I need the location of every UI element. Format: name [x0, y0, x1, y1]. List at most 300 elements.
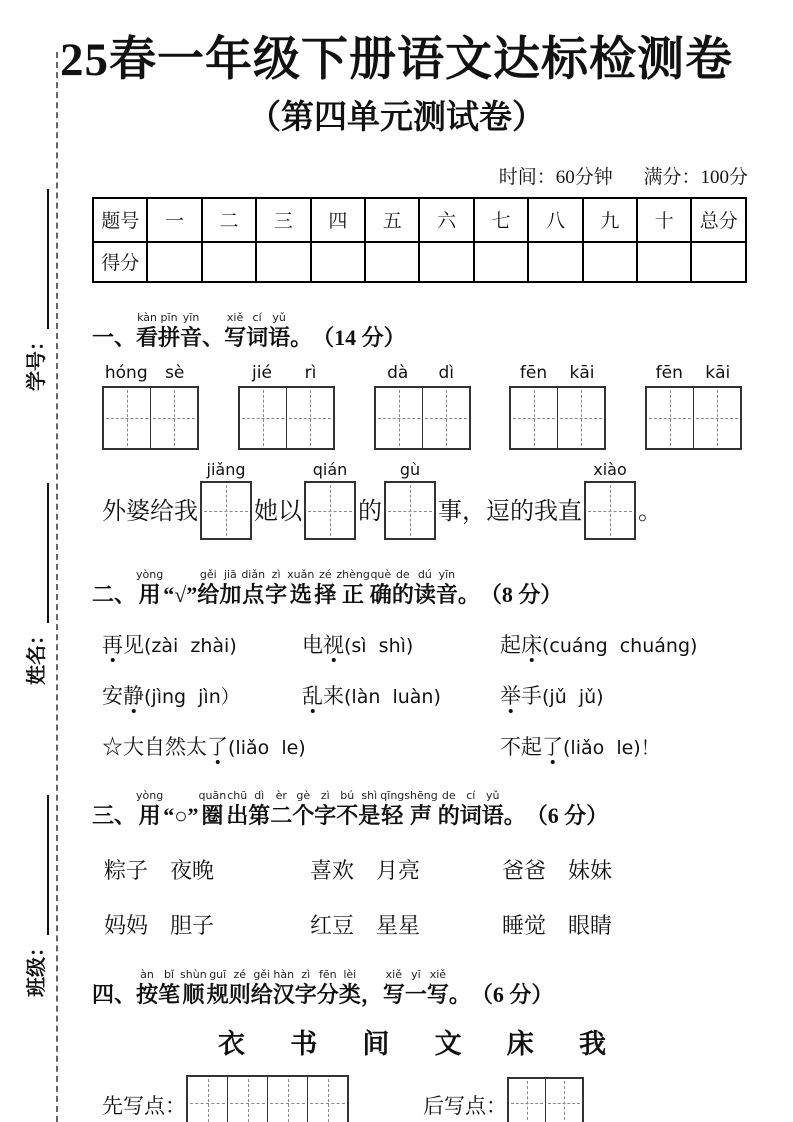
ruby-char: [287, 568, 314, 608]
pinyin-annotation: yǔ: [272, 310, 286, 324]
section-number: 二、: [92, 582, 137, 608]
last-dot-grid: [507, 1077, 584, 1122]
score-cell: [202, 242, 256, 282]
classify-char: 文: [434, 1029, 462, 1060]
heading-char: 二: [270, 803, 293, 829]
heading-char: 圈: [201, 803, 224, 829]
heading-char: 确: [369, 582, 392, 608]
pinyin-syllable: fēn: [655, 363, 683, 384]
pinyin-annotation: bǐ: [164, 967, 175, 981]
tianzige-cell: [511, 388, 557, 448]
ruby-char: [246, 311, 268, 351]
pinyin-annotation: guī: [209, 967, 227, 981]
option-word: ☆大自然太: [102, 735, 207, 760]
ruby-char: [290, 311, 312, 351]
pinyin-annotation: xiě: [226, 310, 244, 324]
pinyin-annotation: shì: [361, 789, 378, 803]
heading-char: 笔: [158, 981, 181, 1007]
pinyin-annotation: bú: [340, 789, 355, 803]
section-number: 一、: [92, 324, 137, 350]
pinyin-label: [509, 363, 606, 383]
last-dot-label: 后写点：: [423, 1093, 507, 1118]
option-word: 起: [500, 633, 521, 658]
tianzige-grid: [507, 1077, 584, 1122]
blank-line: [25, 483, 49, 623]
heading-char: 不: [336, 803, 359, 829]
pinyin-annotation: yī: [411, 967, 421, 981]
ruby-char: [380, 789, 404, 829]
ruby-char: [358, 789, 380, 829]
heading-char: 则: [228, 981, 251, 1007]
classify-char: 书: [290, 1029, 318, 1060]
heading-char: 语: [268, 324, 291, 350]
first-dot-label: 先写点：: [102, 1093, 186, 1118]
score-table-header-cell: 九: [583, 198, 637, 242]
student-no-label: 学号：: [26, 331, 48, 391]
section-score: （14 分）: [312, 324, 406, 350]
pinyin-annotation: yòng: [136, 568, 164, 582]
classify-char: 床: [506, 1029, 534, 1060]
option-word: 安: [102, 684, 123, 709]
dotted-char: 了: [542, 735, 563, 760]
tianzige-cell: [557, 388, 604, 448]
pinyin-label: [645, 363, 742, 383]
pinyin-annotation: de: [395, 568, 410, 582]
pinyin-label: jiǎng: [206, 460, 246, 480]
heading-char: 一: [404, 981, 427, 1007]
word-pair-row: [92, 854, 748, 885]
section-1-heading: [92, 311, 748, 351]
heading-char: 是: [358, 803, 381, 829]
tianzige-grid: [102, 386, 199, 450]
pinyin-syllable: dì: [438, 363, 454, 384]
section-4-heading: [92, 968, 748, 1008]
reading-option: [500, 629, 748, 659]
heading-char: 字: [265, 582, 288, 608]
section-1-sentence: [92, 460, 748, 540]
heading-char: 字: [294, 981, 317, 1007]
pinyin-annotation: de: [441, 789, 456, 803]
score-cell: [256, 242, 310, 282]
heading-char: 词: [246, 324, 269, 350]
pronunciation-options: (liǎo le)！: [563, 737, 660, 760]
pinyin-annotation: zì: [271, 568, 281, 582]
ruby-char: [314, 789, 336, 829]
ruby-char: [414, 568, 436, 608]
heading-char: 按: [136, 981, 159, 1007]
name-label: 姓名：: [26, 625, 48, 685]
word-pair-row: [92, 909, 748, 940]
ruby-char: [361, 968, 383, 1008]
pinyin-annotation: hàn: [273, 967, 295, 981]
ruby-char: [136, 311, 158, 351]
pinyin-annotation: chū: [227, 789, 248, 803]
heading-char: 声: [410, 803, 433, 829]
ruby-char: [136, 789, 163, 829]
ruby-char: [460, 789, 482, 829]
pinyin-annotation: jiā: [223, 568, 237, 582]
dotted-char: 了: [207, 735, 228, 760]
reading-option-row: [92, 629, 748, 659]
section-score: （6 分）: [525, 803, 609, 829]
score-table-header-cell: 四: [311, 198, 365, 242]
reading-option: [500, 731, 748, 761]
pinyin-annotation: diǎn: [241, 568, 266, 582]
ruby-char: [268, 311, 290, 351]
heading-char: 用: [138, 582, 161, 608]
reading-option-row: [92, 680, 748, 710]
pinyin-annotation: gěi: [199, 568, 217, 582]
pinyin-syllable: rì: [304, 363, 317, 384]
page-title: 25春一年级下册语文达标检测卷: [60, 34, 733, 86]
score-table-header-cell: 七: [474, 198, 528, 242]
paper-content: [92, 162, 748, 1122]
pinyin-annotation: qīng: [380, 789, 405, 803]
class-label: 班级：: [26, 937, 48, 997]
tianzige-grid: [304, 481, 356, 540]
meta-line: [92, 162, 748, 189]
ruby-char: [504, 789, 526, 829]
ruby-char: [436, 568, 458, 608]
pinyin-annotation: gěi: [253, 967, 271, 981]
pinyin-syllable: fēn: [519, 363, 548, 384]
pinyin-annotation: cí: [252, 310, 262, 324]
pinyin-label: qián: [312, 460, 348, 480]
classify-char: 间: [362, 1029, 390, 1060]
heading-char: 。: [503, 803, 526, 829]
tianzige-cell: [422, 388, 469, 448]
pinyin-label: [102, 363, 199, 383]
tianzige-cell: [267, 1077, 307, 1122]
ruby-char: [226, 789, 248, 829]
tianzige-cell: [586, 483, 634, 538]
heading-char: 点: [242, 582, 265, 608]
pinyin-annotation: yīn: [438, 568, 456, 582]
pinyin-annotation: zì: [301, 967, 311, 981]
first-dot-grid: [186, 1075, 349, 1122]
ruby-char: [449, 968, 471, 1008]
heading-char: 。: [448, 981, 471, 1007]
pinyin-syllable: sè: [165, 363, 185, 384]
tianzige-cell: [307, 1077, 347, 1122]
ruby-char: [317, 968, 339, 1008]
pinyin-annotation: èr: [275, 789, 287, 803]
reading-option: [102, 731, 500, 761]
heading-char: 。: [457, 582, 480, 608]
heading-char: 类: [338, 981, 361, 1007]
section-score: （6 分）: [470, 981, 554, 1007]
heading-char: 分: [316, 981, 339, 1007]
tianzige-cell: [693, 388, 740, 448]
score-table-header-cell: 六: [419, 198, 473, 242]
pronunciation-options: (liǎo le): [228, 737, 306, 760]
answer-box-group: [384, 460, 436, 540]
ruby-char: [427, 968, 449, 1008]
pinyin-word-grid: [238, 363, 335, 450]
heading-char: 看: [136, 324, 159, 350]
reading-option: [500, 680, 748, 710]
ruby-char: [370, 568, 392, 608]
heading-char: 顺: [182, 981, 205, 1007]
word-pair: 红豆 星星: [310, 912, 421, 938]
sidebar-student-no: [21, 155, 49, 425]
sentence-text: 外婆给我: [102, 499, 198, 526]
tianzige-cell: [545, 1079, 582, 1122]
ruby-char: [265, 568, 287, 608]
pronunciation-options: (cuáng chuáng): [542, 635, 698, 658]
score-cell: [474, 242, 528, 282]
ruby-char: [314, 568, 336, 608]
tianzige-grid: [374, 386, 471, 450]
word-pair: 妈妈 胆子: [104, 912, 215, 938]
heading-char: 、: [202, 324, 225, 350]
heading-char: 第: [248, 803, 271, 829]
heading-char: 规: [206, 981, 229, 1007]
pronunciation-options: (làn luàn): [344, 686, 441, 709]
pinyin-label: [374, 363, 471, 383]
score-cell: [419, 242, 473, 282]
cut-line: [56, 52, 58, 1122]
ruby-char: [482, 789, 504, 829]
ruby-char: [180, 311, 202, 351]
tianzige-cell: [306, 483, 354, 538]
pinyin-annotation: què: [370, 568, 392, 582]
word-pair: 粽子 夜晚: [104, 857, 215, 883]
pinyin-annotation: shùn: [180, 967, 207, 981]
reading-option: [102, 680, 302, 710]
pinyin-syllable: dà: [387, 363, 409, 384]
heading-char: 字: [314, 803, 337, 829]
pinyin-annotation: zì: [320, 789, 330, 803]
section-4-answer-grids: [92, 1075, 748, 1122]
option-word: 手: [521, 684, 542, 709]
heading-char: 给: [197, 582, 220, 608]
ruby-char: [458, 568, 480, 608]
heading-char: ，: [360, 981, 383, 1007]
tianzige-cell: [150, 388, 197, 448]
score-table-header-cell: 题号: [93, 198, 147, 242]
pronunciation-options: (sì shì): [344, 635, 414, 658]
option-word: 不起: [500, 735, 542, 760]
sentence-text: 的: [358, 499, 382, 526]
pinyin-annotation: cí: [466, 789, 476, 803]
section-number: 三、: [92, 803, 137, 829]
sidebar-name: [21, 459, 49, 709]
heading-char: 写: [426, 981, 449, 1007]
ruby-char: [158, 968, 180, 1008]
section-2-heading: [92, 568, 748, 608]
tianzige-grid: [186, 1075, 349, 1122]
score-table-score-row: [93, 242, 746, 282]
ruby-char: [224, 311, 246, 351]
ruby-char: [438, 789, 460, 829]
ruby-char: [405, 968, 427, 1008]
heading-char: 音: [180, 324, 203, 350]
tianzige-grid: [645, 386, 742, 450]
ruby-char: [229, 968, 251, 1008]
heading-char: “√”: [163, 582, 198, 608]
heading-char: 的: [437, 803, 460, 829]
score-cell: [365, 242, 419, 282]
pinyin-annotation: xuǎn: [287, 568, 315, 582]
heading-char: 正: [342, 582, 365, 608]
pinyin-syllable: kāi: [705, 363, 731, 384]
score-table-header-cell: 总分: [691, 198, 746, 242]
option-word: 来: [323, 684, 344, 709]
answer-box-group: [304, 460, 356, 540]
blank-line: [25, 189, 49, 329]
dotted-char: 视: [323, 633, 344, 658]
pinyin-label: xiào: [593, 460, 627, 480]
ruby-char: [339, 968, 361, 1008]
pinyin-label: gù: [399, 460, 421, 480]
sentence-text: 她以: [254, 499, 302, 526]
classify-char: 衣: [218, 1029, 245, 1060]
ruby-char: [251, 968, 273, 1008]
ruby-char: [136, 568, 163, 608]
pinyin-annotation: dú: [417, 568, 432, 582]
pinyin-word-grid: [509, 363, 606, 450]
tianzige-grid: [584, 481, 636, 540]
score-table-header-row: [93, 198, 746, 242]
ruby-char: [163, 568, 197, 608]
pinyin-annotation: zé: [233, 967, 246, 981]
dotted-char: 床: [521, 633, 542, 658]
word-pair: 睡觉 眼睛: [502, 912, 613, 938]
heading-char: 拼: [158, 324, 181, 350]
score-cell: [637, 242, 691, 282]
score-table-header-cell: 五: [365, 198, 419, 242]
ruby-char: [219, 568, 241, 608]
section-3-heading: [92, 789, 748, 829]
pinyin-annotation: zhèng: [336, 568, 370, 582]
section-1-word-grids: [92, 363, 748, 450]
ruby-char: [292, 789, 314, 829]
score-row-label: 得分: [93, 242, 147, 282]
heading-char: 用: [138, 803, 161, 829]
score-table-header-cell: 二: [202, 198, 256, 242]
heading-char: 汉: [272, 981, 295, 1007]
tianzige-cell: [647, 388, 693, 448]
heading-char: 的: [391, 582, 414, 608]
section-2-items: [92, 629, 748, 761]
heading-char: 语: [481, 803, 504, 829]
ruby-char: [248, 789, 270, 829]
pinyin-annotation: yīn: [182, 310, 200, 324]
ruby-char: [383, 968, 405, 1008]
tianzige-cell: [202, 483, 250, 538]
section-score: （8 分）: [479, 582, 563, 608]
answer-box-group: [200, 460, 252, 540]
ruby-char: [158, 311, 180, 351]
pinyin-annotation: xiě: [385, 967, 402, 981]
score-cell: [311, 242, 365, 282]
ruby-char: [197, 568, 219, 608]
classify-char: 我: [578, 1029, 606, 1060]
ruby-char: [180, 968, 207, 1008]
tianzige-cell: [240, 388, 286, 448]
pinyin-annotation: kàn: [137, 310, 157, 324]
ruby-char: [336, 789, 358, 829]
full-score: 满分：100分: [643, 166, 748, 188]
pinyin-word-grid: [374, 363, 471, 450]
pinyin-annotation: gè: [296, 789, 311, 803]
pinyin-annotation: quān: [198, 789, 227, 803]
pinyin-annotation: shēng: [404, 789, 438, 803]
ruby-char: [404, 789, 437, 829]
score-cell: [147, 242, 201, 282]
pinyin-annotation: pīn: [160, 310, 178, 324]
sentence-text: 事，逗的我直: [438, 499, 582, 526]
ruby-char: [202, 311, 224, 351]
tianzige-cell: [227, 1077, 267, 1122]
heading-char: 写: [224, 324, 247, 350]
pinyin-annotation: yòng: [136, 789, 164, 803]
pinyin-annotation: fēn: [318, 967, 337, 981]
ruby-char: [392, 568, 414, 608]
score-table-header-cell: 一: [147, 198, 201, 242]
pronunciation-options: (jìng jìn）: [144, 686, 240, 709]
tianzige-grid: [200, 481, 252, 540]
section-4-characters: [218, 1022, 606, 1061]
ruby-char: [295, 968, 317, 1008]
tianzige-cell: [104, 388, 150, 448]
score-table-header-cell: 八: [528, 198, 582, 242]
score-cell: [528, 242, 582, 282]
dotted-char: 再: [102, 633, 123, 658]
pinyin-word-grid: [102, 363, 199, 450]
option-word: 电: [302, 633, 323, 658]
page-subtitle: （第四单元测试卷）: [248, 99, 545, 136]
pinyin-annotation: àn: [140, 967, 154, 981]
reading-option: [302, 629, 500, 659]
tianzige-grid: [509, 386, 606, 450]
ruby-char: [336, 568, 369, 608]
score-cell: [583, 242, 637, 282]
section-number: 四、: [92, 981, 137, 1007]
ruby-char: [241, 568, 265, 608]
section-3-words: [92, 854, 748, 940]
reading-option: [102, 629, 302, 659]
pronunciation-options: (jǔ jǔ): [542, 686, 604, 709]
heading-char: 加: [219, 582, 242, 608]
dotted-char: 静: [123, 684, 144, 709]
option-word: 见: [123, 633, 144, 658]
pronunciation-options: (zài zhài): [144, 635, 237, 658]
score-cell: [691, 242, 746, 282]
dotted-char: 举: [500, 684, 521, 709]
heading-char: 择: [314, 582, 337, 608]
heading-char: 音: [435, 582, 458, 608]
ruby-char: [273, 968, 295, 1008]
heading-char: 。: [290, 324, 313, 350]
ruby-char: [207, 968, 229, 1008]
heading-char: 选: [289, 582, 312, 608]
time-limit: 时间：60分钟: [498, 166, 613, 188]
pinyin-annotation: yǔ: [486, 789, 500, 803]
reading-option: [302, 680, 500, 710]
tianzige-cell: [386, 483, 434, 538]
heading-char: 写: [382, 981, 405, 1007]
heading-char: 读: [413, 582, 436, 608]
tianzige-cell: [509, 1079, 545, 1122]
ruby-char: [199, 789, 227, 829]
pinyin-label: [238, 363, 335, 383]
score-table-header-cell: 十: [637, 198, 691, 242]
reading-option-row: [92, 731, 748, 761]
pinyin-annotation: dì: [254, 789, 265, 803]
answer-box-group: [584, 460, 636, 540]
